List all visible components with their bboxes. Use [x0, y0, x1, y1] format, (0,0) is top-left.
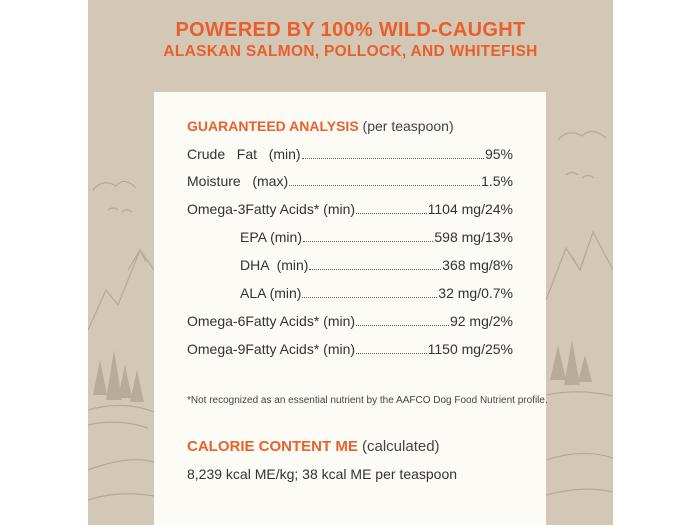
analysis-label: ALA (min)	[240, 285, 302, 301]
analysis-value: 1150 mg/25%	[427, 341, 513, 357]
leader-dots	[356, 353, 427, 354]
analysis-value: 1104 mg/24%	[427, 201, 513, 217]
leader-dots	[289, 185, 480, 186]
analysis-value: 32 mg/0.7%	[438, 285, 513, 301]
analysis-label: Moisture (max)	[187, 173, 289, 189]
calorie-content-value: 8,239 kcal ME/kg; 38 kcal ME per teaspoon	[187, 466, 458, 482]
leader-dots	[356, 325, 449, 326]
analysis-label: DHA (min)	[240, 257, 309, 273]
headline	[88, 18, 613, 62]
analysis-label: Omega-9Fatty Acids* (min)	[187, 341, 356, 357]
nutrition-card	[154, 92, 546, 525]
analysis-label: EPA (min)	[240, 229, 302, 245]
footnote: *Not recognized as an essential nutrient by the AAFCO Dog Food Nutrient profile.	[187, 395, 548, 406]
headline-line-1: POWERED BY 100% WILD-CAUGHT	[175, 19, 526, 41]
guaranteed-analysis-title: GUARANTEED ANALYSIS	[187, 118, 359, 134]
leader-dots	[303, 241, 433, 242]
analysis-row-omega-9	[187, 341, 513, 363]
analysis-row-epa	[187, 229, 513, 251]
analysis-value: 368 mg/8%	[442, 257, 513, 273]
leader-dots	[302, 158, 484, 159]
calorie-content-title: CALORIE CONTENT ME	[187, 438, 358, 455]
analysis-row-crude-fat	[187, 146, 513, 168]
leader-dots	[309, 269, 441, 270]
analysis-label: Omega-3Fatty Acids* (min)	[187, 201, 356, 217]
label-panel	[88, 0, 613, 525]
analysis-row-omega-3	[187, 201, 513, 223]
analysis-value: 598 mg/13%	[434, 229, 513, 245]
guaranteed-analysis-heading	[187, 118, 454, 134]
calorie-content-note: (calculated)	[357, 438, 440, 455]
analysis-value: 95%	[484, 146, 513, 162]
analysis-label: Crude Fat (min)	[187, 146, 301, 162]
calorie-content-heading	[187, 438, 440, 455]
analysis-value: 1.5%	[481, 173, 513, 189]
analysis-value: 92 mg/2%	[449, 313, 513, 329]
guaranteed-analysis-note: (per teaspoon)	[358, 118, 454, 134]
analysis-row-dha	[187, 257, 513, 279]
headline-line-2: ALASKAN SALMON, POLLOCK, AND WHITEFISH	[163, 43, 538, 60]
analysis-label: Omega-6Fatty Acids* (min)	[187, 313, 356, 329]
leader-dots	[356, 213, 427, 214]
analysis-row-ala	[187, 285, 513, 307]
analysis-row-omega-6	[187, 313, 513, 335]
analysis-row-moisture	[187, 173, 513, 195]
leader-dots	[302, 297, 437, 298]
